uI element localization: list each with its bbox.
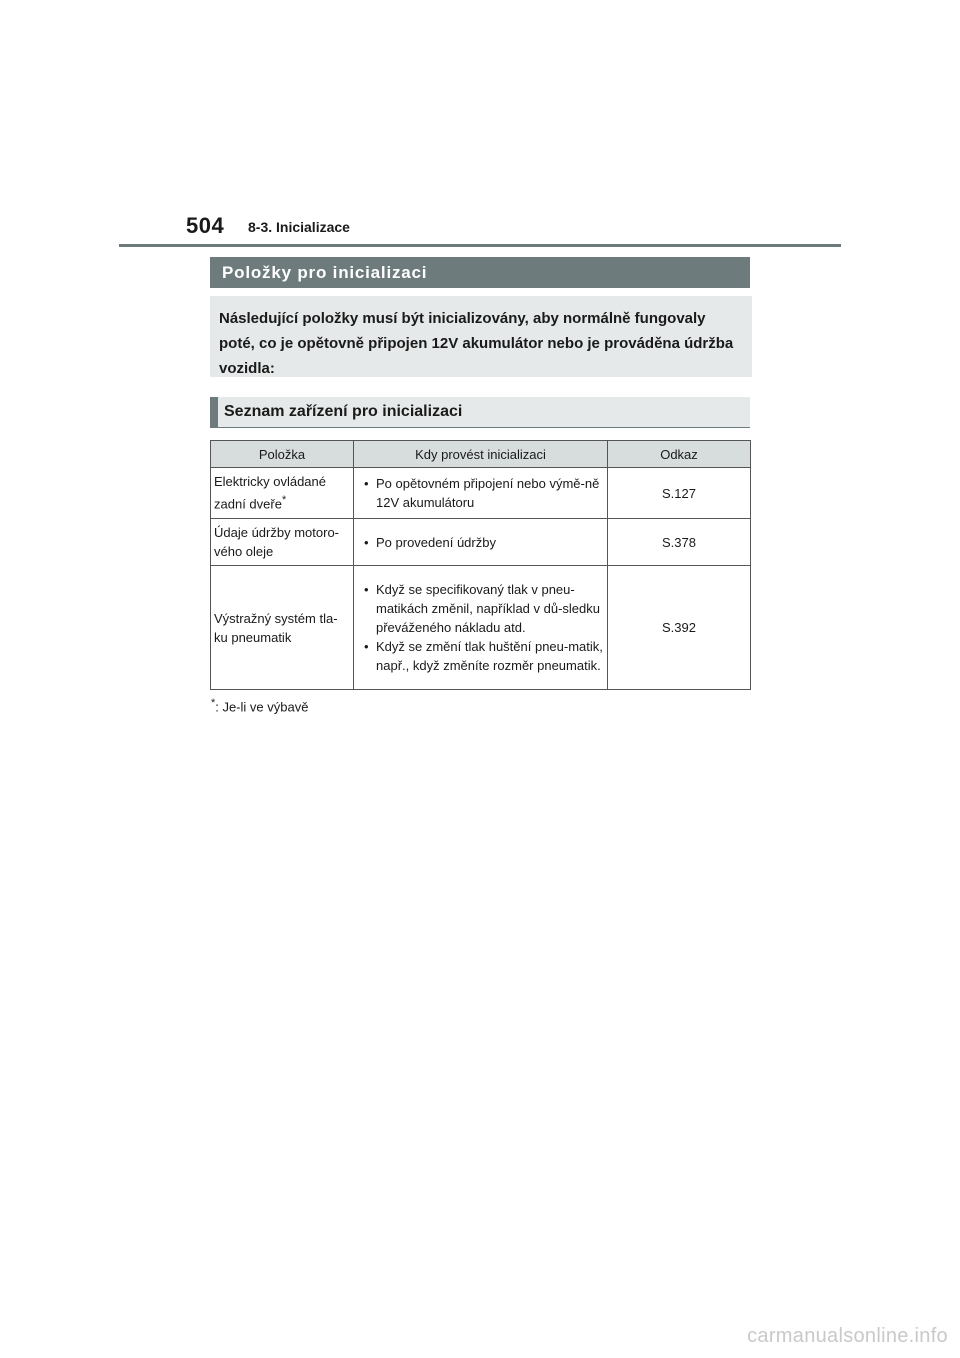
header-divider — [119, 244, 841, 247]
cell-reference: S.378 — [608, 519, 751, 566]
column-header-item: Položka — [211, 441, 354, 468]
initialization-table — [210, 440, 751, 690]
list-item: • Po opětovném připojení nebo výmě-ně 12V akumulátoru — [364, 474, 604, 512]
cell-when — [354, 519, 608, 566]
page-number: 504 — [186, 213, 225, 238]
item-name: Elektricky ovládané zadní dveře — [214, 474, 326, 512]
cell-reference: S.392 — [608, 566, 751, 690]
subsection-title: Seznam zařízení pro inicializaci — [210, 397, 750, 428]
cell-item: Výstražný systém tla-ku pneumatik — [211, 566, 354, 690]
column-header-when: Kdy provést inicializaci — [354, 441, 608, 468]
table-row — [211, 468, 751, 519]
watermark: carmanualsonline.info — [747, 1325, 948, 1347]
cell-reference: S.127 — [608, 468, 751, 519]
cell-when — [354, 566, 608, 690]
intro-text: Následující položky musí být inicializovány, aby normálně fungovaly poté, co je opětovně připojen 12V akumulátor nebo je prováděna údržba vozidla: — [210, 296, 752, 377]
section-label: 8-3. Inicializace — [248, 219, 350, 235]
section-title: Položky pro inicializaci — [210, 257, 750, 288]
table-header-row — [211, 441, 751, 468]
footnote-text: : Je-li ve výbavě — [215, 699, 309, 715]
list-item: • Když se změní tlak huštění pneu-matik, např., když změníte rozměr pneumatik. — [364, 637, 604, 675]
footnote-marker: * — [281, 494, 287, 507]
footnote — [211, 697, 308, 714]
footnote-mark: * — [211, 697, 216, 709]
table-row — [211, 519, 751, 566]
cell-when — [354, 468, 608, 519]
list-item: • Když se specifikovaný tlak v pneu-matikách změnil, například v dů-sledku převáženého nákladu atd. — [364, 580, 604, 637]
table-row — [211, 566, 751, 690]
list-item: • Po provedení údržby — [364, 533, 604, 552]
cell-item — [211, 468, 354, 519]
cell-item: Údaje údržby motoro-vého oleje — [211, 519, 354, 566]
column-header-reference: Odkaz — [608, 441, 751, 468]
